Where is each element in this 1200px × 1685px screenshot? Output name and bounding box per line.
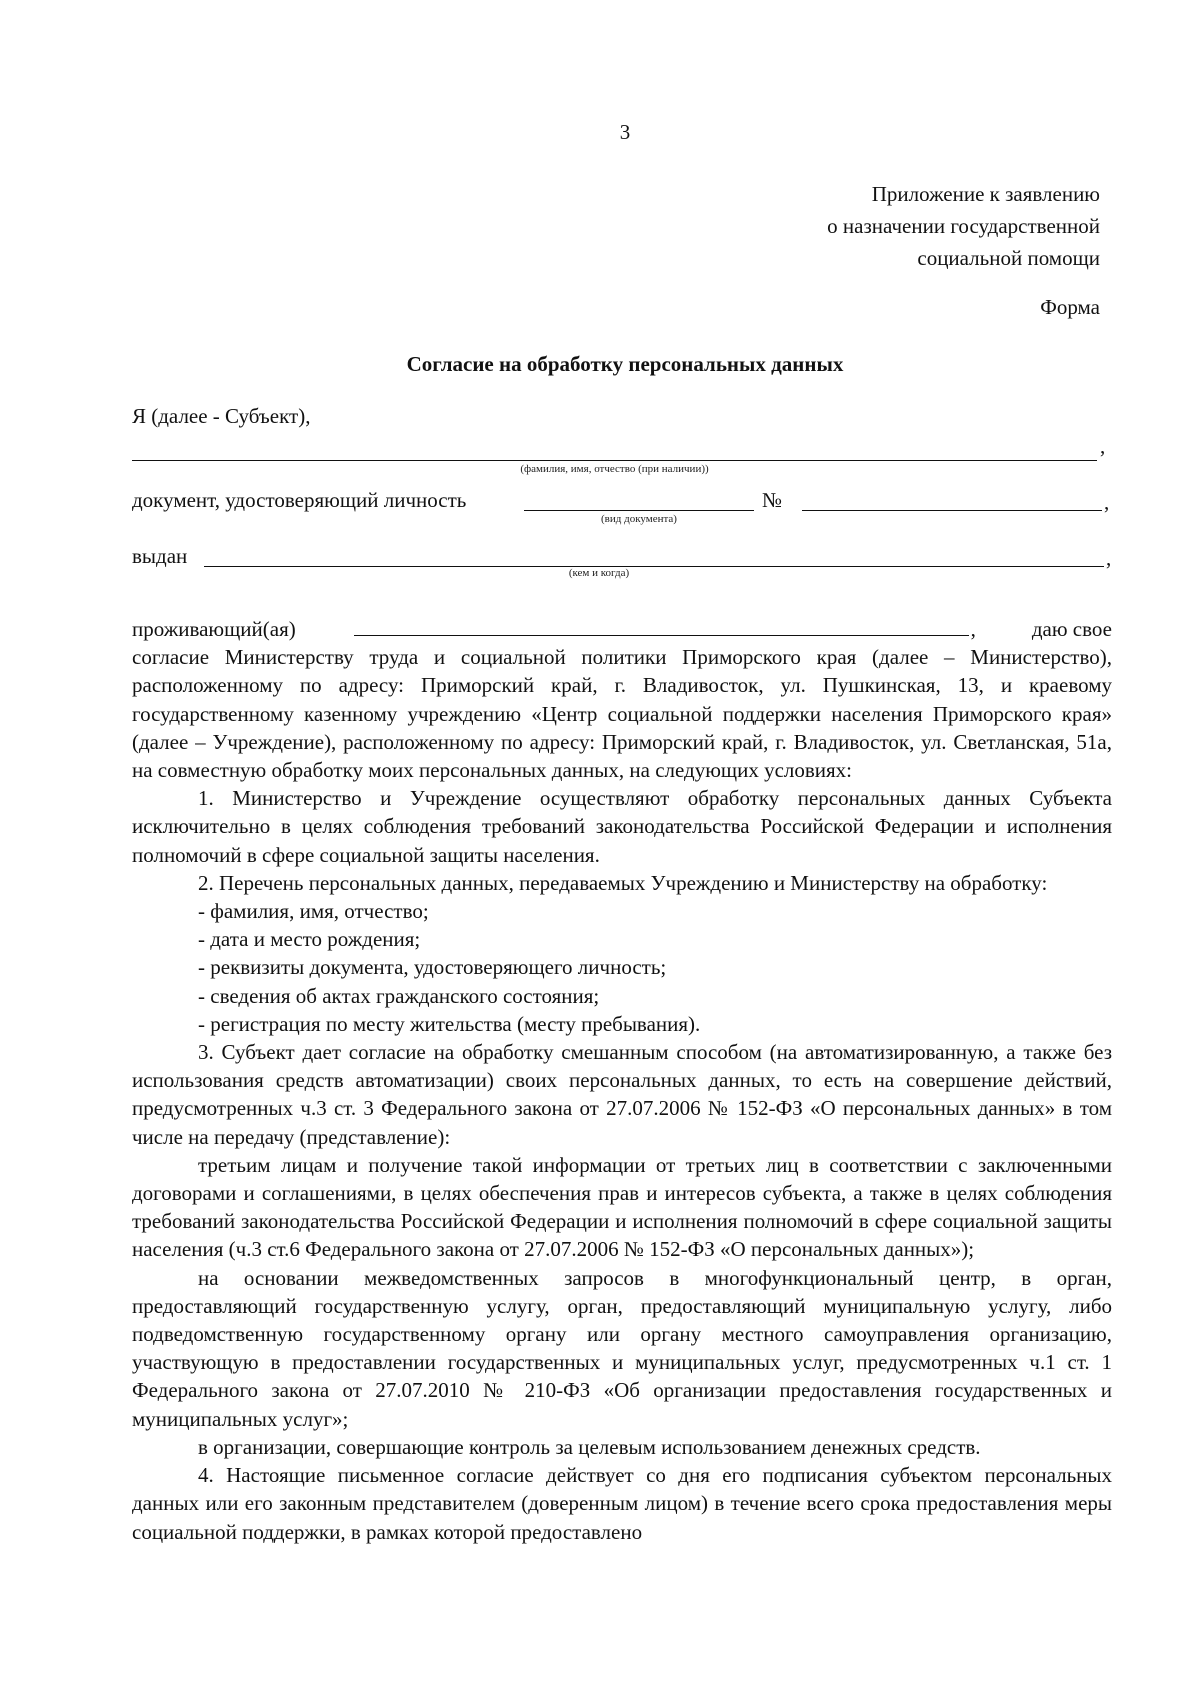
fio-hint: (фамилия, имя, отчество (при наличии)) bbox=[520, 463, 709, 475]
subject-intro: Я (далее - Субъект), bbox=[132, 404, 311, 428]
clause-2: 2. Перечень персональных данных, передаваемых Учреждению и Министерству на обработку: bbox=[198, 870, 1048, 895]
list-item: - сведения об актах гражданского состояния; bbox=[198, 983, 600, 1008]
fio-field[interactable] bbox=[132, 436, 1097, 461]
form-label: Форма bbox=[1040, 295, 1100, 319]
issued-by-field[interactable] bbox=[204, 542, 1104, 567]
clause-1: 1. Министерство и Учреждение осуществляют обработку персональных данных Субъекта исключительно в целях соблюдения требований законодательства Российской Федерации и исполнения полномочий в сфере социальной защиты населения. bbox=[132, 786, 1112, 867]
list-item: - реквизиты документа, удостоверяющего личность; bbox=[198, 955, 667, 980]
list-item: - регистрация по месту жительства (месту пребывания). bbox=[198, 1011, 701, 1036]
appendix-header bbox=[827, 178, 1100, 274]
document-label: документ, удостоверяющий личность bbox=[132, 488, 467, 512]
consent-tail: даю свое bbox=[1031, 617, 1112, 641]
clause-3: 3. Субъект дает согласие на обработку смешанным способом (на автоматизированную, а также без использования средств автоматизации) своих персональных данных, то есть на совершение действий, предусмотренных ч.3 ст. 3 Федерального закона от 27.07.2006 № 152-ФЗ «О персональных данных» в том числе на передачу (представление): bbox=[132, 1040, 1112, 1149]
residing-address-field[interactable] bbox=[354, 615, 969, 636]
clause-4: 4. Настоящие письменное согласие действует со дня его подписания субъектом персональных данных или его законным представителем (доверенным лицом) в течение всего срока предоставления меры социальной поддержки, в рамках которой предоставлено bbox=[132, 1463, 1112, 1544]
clause-3-third-parties: третьим лицам и получение такой информации от третьих лиц в соответствии с заключенными договорами и соглашениями, в целях обеспечения прав и интересов субъекта, а также в целях соблюдения требований законодательства Российской Федерации и исполнения полномочий в сфере социальной защиты населения (ч.3 ст.6 Федерального закона от 27.07.2006 № 152-ФЗ «О персональных данных»); bbox=[132, 1152, 1112, 1262]
clause-3-interagency: на основании межведомственных запросов в многофункциональный центр, в орган, предоставляющий государственную услугу, орган, предоставляющий муниципальную услугу, либо подведомственную государственному органу или органу местного самоуправления организацию, участвующую в предоставлении государственных и муниципальных услуг, предусмотренных ч.1 ст. 1 Федерального закона от 27.07.2010 № 210-ФЗ «Об организации предоставления государственных и муниципальных услуг»; bbox=[132, 1265, 1112, 1431]
residing-label: проживающий(ая) bbox=[132, 617, 296, 641]
issued-field-row bbox=[132, 544, 1112, 579]
document-number-field[interactable] bbox=[802, 486, 1102, 511]
fio-comma: , bbox=[1100, 434, 1106, 458]
document-type-hint: (вид документа) bbox=[601, 513, 677, 525]
appendix-line-1: Приложение к заявлению bbox=[871, 182, 1100, 206]
issued-hint: (кем и когда) bbox=[568, 567, 630, 579]
list-item: - фамилия, имя, отчество; bbox=[198, 899, 429, 924]
appendix-line-2: о назначении государственной bbox=[827, 214, 1100, 238]
issued-comma: , bbox=[1106, 546, 1112, 570]
intro-paragraph: согласие Министерству труда и социальной политики Приморского края (далее – Министерство), расположенному по адресу: Приморский край, г. Владивосток, ул. Пушкинская, 13, и краевому государственному казенному учреждению «Центр социальной поддержки населения Приморского края» (далее – Учреждение), расположенному по адресу: Приморский край, г. Владивосток, ул. Светланская, 51а, на совместную обработку моих персональных данных, на следующих условиях: bbox=[132, 645, 1112, 783]
residing-comma: , bbox=[970, 617, 976, 641]
clause-3-control: в организации, совершающие контроль за целевым использованием денежных средств. bbox=[198, 1434, 981, 1459]
list-item: - дата и место рождения; bbox=[198, 927, 421, 952]
page-number: 3 bbox=[619, 120, 631, 144]
document-type-field[interactable] bbox=[524, 486, 754, 511]
document-title: Согласие на обработку персональных данных bbox=[406, 352, 844, 376]
residing-line bbox=[132, 615, 1112, 643]
document-comma: , bbox=[1104, 490, 1110, 514]
document-field-row bbox=[132, 488, 1112, 525]
number-sign: № bbox=[762, 488, 783, 512]
consent-body bbox=[132, 615, 1112, 1546]
appendix-line-3: социальной помощи bbox=[917, 246, 1100, 270]
fio-field-row bbox=[132, 434, 1112, 475]
issued-label: выдан bbox=[132, 544, 188, 568]
